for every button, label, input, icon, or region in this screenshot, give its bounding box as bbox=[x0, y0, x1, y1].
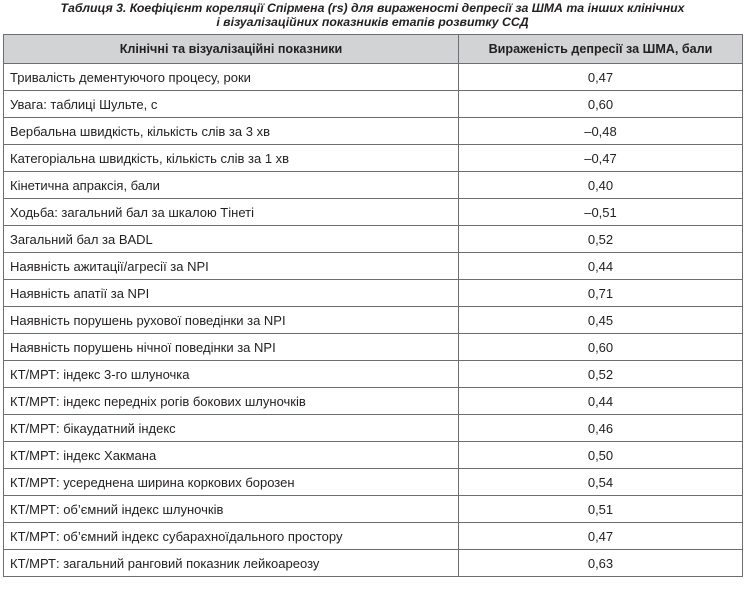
value-cell: –0,48 bbox=[459, 118, 743, 145]
indicator-cell: КТ/МРТ: усереднена ширина коркових борозен bbox=[4, 469, 459, 496]
table-caption bbox=[0, 1, 745, 29]
value-cell: 0,44 bbox=[459, 388, 743, 415]
indicator-cell: Кінетична апраксія, бали bbox=[4, 172, 459, 199]
indicator-cell: КТ/МРТ: загальний ранговий показник лейкоареозу bbox=[4, 550, 459, 577]
indicator-cell: Наявність порушень рухової поведінки за NPI bbox=[4, 307, 459, 334]
table-row bbox=[4, 361, 743, 388]
table-row bbox=[4, 307, 743, 334]
indicator-cell: Наявність ажитації/агресії за NPI bbox=[4, 253, 459, 280]
header-depression-score: Вираженість депресії за ШМА, бали bbox=[459, 35, 743, 64]
table-row bbox=[4, 172, 743, 199]
indicator-cell: КТ/МРТ: бікаудатний індекс bbox=[4, 415, 459, 442]
value-cell: 0,51 bbox=[459, 496, 743, 523]
value-cell: –0,51 bbox=[459, 199, 743, 226]
indicator-cell: Тривалість дементуючого процесу, роки bbox=[4, 64, 459, 91]
table-row bbox=[4, 118, 743, 145]
table-row bbox=[4, 496, 743, 523]
indicator-cell: Наявність порушень нічної поведінки за NPI bbox=[4, 334, 459, 361]
value-cell: 0,54 bbox=[459, 469, 743, 496]
table-row bbox=[4, 253, 743, 280]
value-cell: 0,52 bbox=[459, 226, 743, 253]
table-row bbox=[4, 388, 743, 415]
value-cell: 0,63 bbox=[459, 550, 743, 577]
indicator-cell: КТ/МРТ: об’ємний індекс субарахноїдального простору bbox=[4, 523, 459, 550]
table-row bbox=[4, 334, 743, 361]
indicator-cell: Категоріальна швидкість, кількість слів за 1 хв bbox=[4, 145, 459, 172]
caption-line-2: і візуалізаційних показників етапів розвитку ССД bbox=[216, 15, 529, 29]
table-row bbox=[4, 199, 743, 226]
value-cell: 0,71 bbox=[459, 280, 743, 307]
indicator-cell: КТ/МРТ: індекс Хакмана bbox=[4, 442, 459, 469]
table-row bbox=[4, 442, 743, 469]
indicator-cell: КТ/МРТ: індекс передніх рогів бокових шлуночків bbox=[4, 388, 459, 415]
value-cell: 0,60 bbox=[459, 334, 743, 361]
value-cell: 0,47 bbox=[459, 523, 743, 550]
value-cell: 0,46 bbox=[459, 415, 743, 442]
value-cell: 0,47 bbox=[459, 64, 743, 91]
value-cell: 0,40 bbox=[459, 172, 743, 199]
table-row bbox=[4, 280, 743, 307]
indicator-cell: КТ/МРТ: об’ємний індекс шлуночків bbox=[4, 496, 459, 523]
correlation-table bbox=[3, 34, 743, 577]
table-header-row bbox=[4, 35, 743, 64]
indicator-cell: Вербальна швидкість, кількість слів за 3 хв bbox=[4, 118, 459, 145]
table-row bbox=[4, 415, 743, 442]
value-cell: 0,60 bbox=[459, 91, 743, 118]
indicator-cell: Наявність апатії за NPI bbox=[4, 280, 459, 307]
header-indicators: Клінічні та візуалізаційні показники bbox=[4, 35, 459, 64]
caption-line-1: Таблиця 3. Коефіцієнт кореляції Спірмена (rs) для вираженості депресії за ШМА та інших клінічних bbox=[60, 1, 685, 15]
table-row bbox=[4, 469, 743, 496]
table-row bbox=[4, 64, 743, 91]
table-row bbox=[4, 226, 743, 253]
table-row bbox=[4, 91, 743, 118]
indicator-cell: Ходьба: загальний бал за шкалою Тінеті bbox=[4, 199, 459, 226]
table-row bbox=[4, 145, 743, 172]
table-row bbox=[4, 523, 743, 550]
value-cell: 0,52 bbox=[459, 361, 743, 388]
indicator-cell: КТ/МРТ: індекс 3-го шлуночка bbox=[4, 361, 459, 388]
table-row bbox=[4, 550, 743, 577]
indicator-cell: Загальний бал за BADL bbox=[4, 226, 459, 253]
value-cell: 0,50 bbox=[459, 442, 743, 469]
indicator-cell: Увага: таблиці Шульте, с bbox=[4, 91, 459, 118]
value-cell: 0,45 bbox=[459, 307, 743, 334]
value-cell: 0,44 bbox=[459, 253, 743, 280]
value-cell: –0,47 bbox=[459, 145, 743, 172]
